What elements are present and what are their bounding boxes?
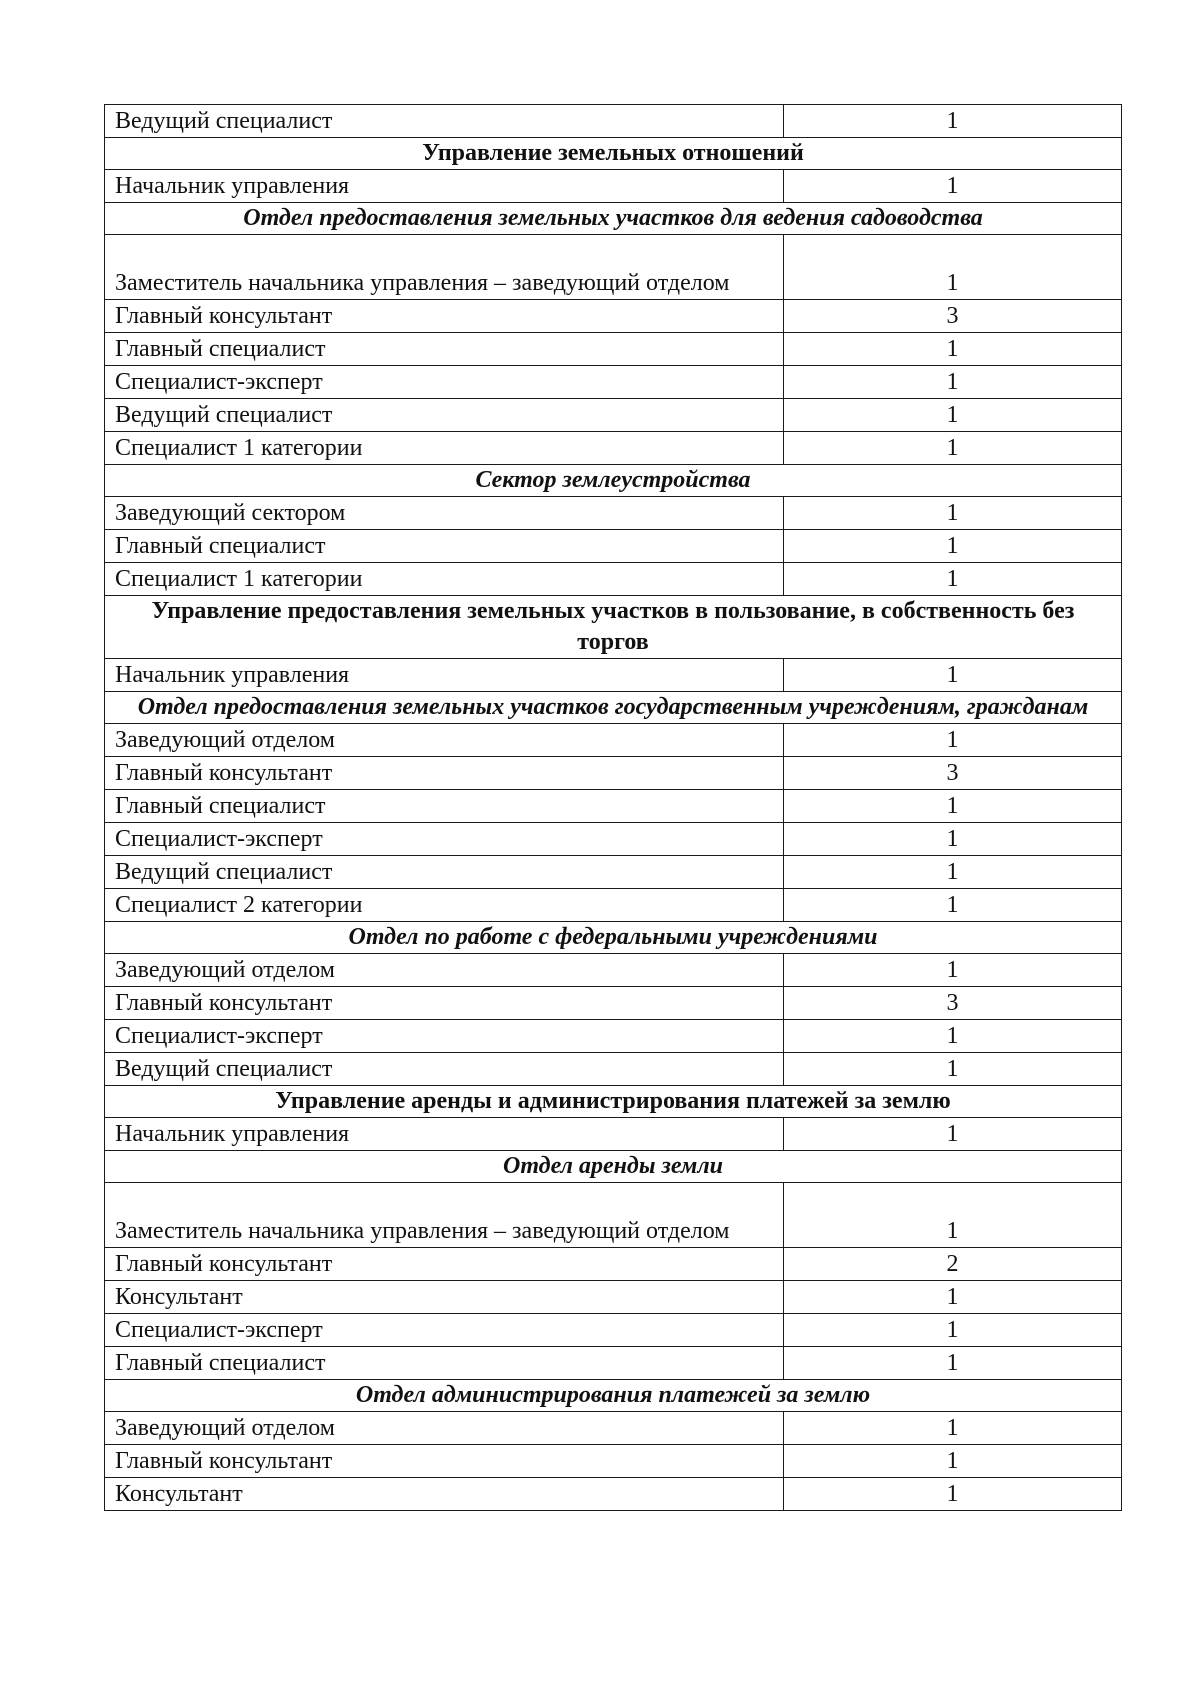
- position-cell: Специалист 2 категории: [105, 889, 784, 922]
- table-row: [105, 757, 1122, 790]
- staff-table: [104, 104, 1122, 1511]
- count-cell: 3: [784, 300, 1122, 333]
- count-cell: 1: [784, 1020, 1122, 1053]
- division-heading: Отдел предоставления земельных участков для ведения садоводства: [105, 203, 1122, 235]
- position-cell: Заместитель начальника управления – заведующий отделом: [105, 1183, 784, 1248]
- table-row: [105, 300, 1122, 333]
- table-row: [105, 1183, 1122, 1248]
- count-cell: 1: [784, 1053, 1122, 1086]
- table-row: [105, 1248, 1122, 1281]
- position-cell: Главный консультант: [105, 1248, 784, 1281]
- division-heading: Отдел по работе с федеральными учреждениями: [105, 922, 1122, 954]
- position-cell: Главный консультант: [105, 757, 784, 790]
- department-heading-row: [105, 596, 1122, 659]
- position-cell: Главный консультант: [105, 987, 784, 1020]
- table-row: [105, 954, 1122, 987]
- table-row: [105, 724, 1122, 757]
- count-cell: 1: [784, 659, 1122, 692]
- table-row: [105, 1281, 1122, 1314]
- position-cell: Заведующий отделом: [105, 724, 784, 757]
- position-cell: Заведующий отделом: [105, 1412, 784, 1445]
- position-cell: Заведующий сектором: [105, 497, 784, 530]
- count-cell: 1: [784, 1347, 1122, 1380]
- count-cell: 1: [784, 1412, 1122, 1445]
- table-row: [105, 987, 1122, 1020]
- table-row: [105, 235, 1122, 300]
- table-row: [105, 659, 1122, 692]
- staff-table-body: [105, 105, 1122, 1511]
- count-cell: 1: [784, 889, 1122, 922]
- division-heading-row: [105, 922, 1122, 954]
- table-row: [105, 1020, 1122, 1053]
- count-cell: 2: [784, 1248, 1122, 1281]
- table-row: [105, 1053, 1122, 1086]
- department-heading-row: [105, 1086, 1122, 1118]
- division-heading: Отдел администрирования платежей за землю: [105, 1380, 1122, 1412]
- count-cell: 1: [784, 1281, 1122, 1314]
- count-cell: 1: [784, 724, 1122, 757]
- position-cell: Заведующий отделом: [105, 954, 784, 987]
- count-cell: 1: [784, 170, 1122, 203]
- table-row: [105, 563, 1122, 596]
- division-heading-row: [105, 1151, 1122, 1183]
- position-cell: Главный специалист: [105, 333, 784, 366]
- position-cell: Ведущий специалист: [105, 399, 784, 432]
- position-cell: Главный специалист: [105, 1347, 784, 1380]
- count-cell: 1: [784, 790, 1122, 823]
- count-cell: 1: [784, 1314, 1122, 1347]
- division-heading-row: [105, 1380, 1122, 1412]
- table-row: [105, 1118, 1122, 1151]
- count-cell: 1: [784, 1183, 1122, 1248]
- department-heading: Управление аренды и администрирования платежей за землю: [105, 1086, 1122, 1118]
- count-cell: 3: [784, 757, 1122, 790]
- position-cell: Ведущий специалист: [105, 856, 784, 889]
- table-row: [105, 530, 1122, 563]
- position-cell: Ведущий специалист: [105, 1053, 784, 1086]
- table-row: [105, 399, 1122, 432]
- position-cell: Главный специалист: [105, 790, 784, 823]
- position-cell: Главный консультант: [105, 300, 784, 333]
- division-heading-row: [105, 465, 1122, 497]
- count-cell: 1: [784, 1118, 1122, 1151]
- table-row: [105, 1478, 1122, 1511]
- position-cell: Заместитель начальника управления – заведующий отделом: [105, 235, 784, 300]
- count-cell: 1: [784, 530, 1122, 563]
- division-heading: Сектор землеустройства: [105, 465, 1122, 497]
- position-cell: Специалист-эксперт: [105, 1020, 784, 1053]
- position-cell: Ведущий специалист: [105, 105, 784, 138]
- position-cell: Специалист 1 категории: [105, 432, 784, 465]
- count-cell: 1: [784, 432, 1122, 465]
- table-row: [105, 889, 1122, 922]
- count-cell: 1: [784, 333, 1122, 366]
- table-row: [105, 497, 1122, 530]
- count-cell: 1: [784, 856, 1122, 889]
- position-cell: Специалист-эксперт: [105, 1314, 784, 1347]
- table-row: [105, 105, 1122, 138]
- position-cell: Главный консультант: [105, 1445, 784, 1478]
- count-cell: 3: [784, 987, 1122, 1020]
- position-cell: Начальник управления: [105, 659, 784, 692]
- table-row: [105, 1347, 1122, 1380]
- count-cell: 1: [784, 954, 1122, 987]
- division-heading: Отдел аренды земли: [105, 1151, 1122, 1183]
- count-cell: 1: [784, 235, 1122, 300]
- position-cell: Специалист-эксперт: [105, 366, 784, 399]
- table-row: [105, 1412, 1122, 1445]
- division-heading: Отдел предоставления земельных участков государственным учреждениям, гражданам: [105, 692, 1122, 724]
- department-heading: Управление земельных отношений: [105, 138, 1122, 170]
- position-cell: Начальник управления: [105, 1118, 784, 1151]
- position-cell: Консультант: [105, 1478, 784, 1511]
- table-row: [105, 432, 1122, 465]
- table-row: [105, 333, 1122, 366]
- division-heading-row: [105, 203, 1122, 235]
- department-heading: Управление предоставления земельных участков в пользование, в собственность без торгов: [105, 596, 1122, 659]
- table-row: [105, 856, 1122, 889]
- position-cell: Начальник управления: [105, 170, 784, 203]
- count-cell: 1: [784, 399, 1122, 432]
- position-cell: Специалист-эксперт: [105, 823, 784, 856]
- position-cell: Главный специалист: [105, 530, 784, 563]
- table-row: [105, 1445, 1122, 1478]
- count-cell: 1: [784, 1478, 1122, 1511]
- count-cell: 1: [784, 497, 1122, 530]
- table-row: [105, 1314, 1122, 1347]
- division-heading-row: [105, 692, 1122, 724]
- position-cell: Консультант: [105, 1281, 784, 1314]
- table-row: [105, 170, 1122, 203]
- count-cell: 1: [784, 105, 1122, 138]
- table-row: [105, 366, 1122, 399]
- table-row: [105, 790, 1122, 823]
- count-cell: 1: [784, 823, 1122, 856]
- count-cell: 1: [784, 1445, 1122, 1478]
- position-cell: Специалист 1 категории: [105, 563, 784, 596]
- count-cell: 1: [784, 366, 1122, 399]
- table-row: [105, 823, 1122, 856]
- department-heading-row: [105, 138, 1122, 170]
- count-cell: 1: [784, 563, 1122, 596]
